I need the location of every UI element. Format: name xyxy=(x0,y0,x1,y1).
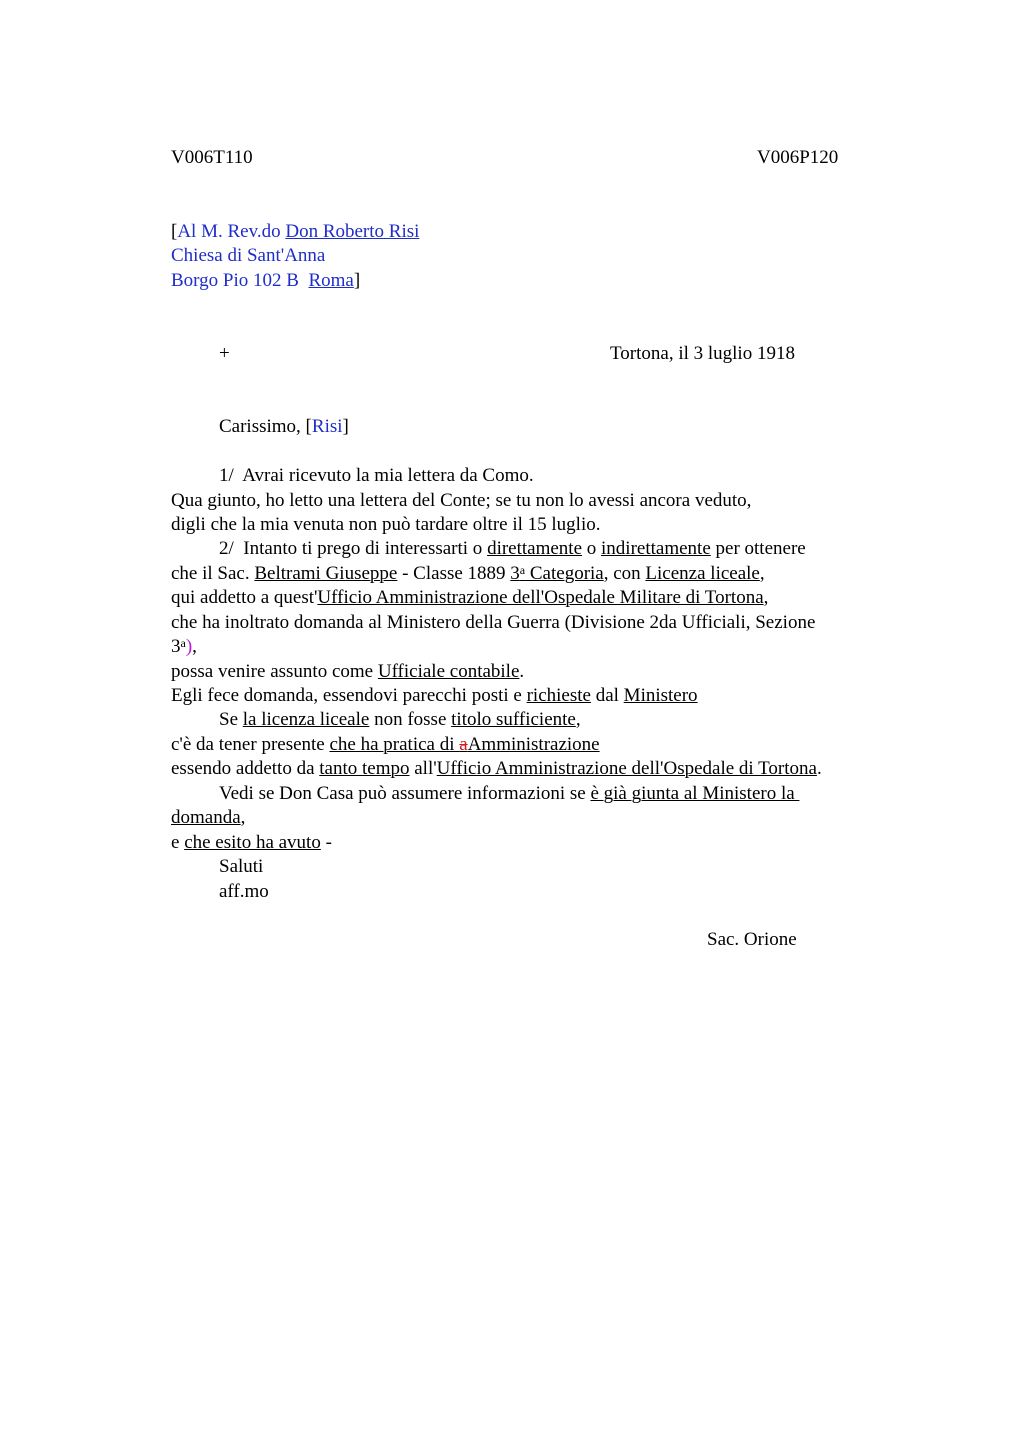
text-run: che ha pratica di xyxy=(329,734,460,755)
text-run: , xyxy=(240,807,246,828)
underlined-run: indirettamente xyxy=(601,538,711,559)
body-line-5 xyxy=(171,563,765,585)
underlined-run: Ufficiale contabile xyxy=(377,661,520,682)
underlined-run: direttamente xyxy=(487,538,583,559)
underlined-run: domanda xyxy=(171,807,241,828)
underlined-run: Ministero xyxy=(623,685,698,706)
superscript: a xyxy=(519,563,526,577)
text-run: possa venire assunto come xyxy=(171,661,378,682)
address-line-1 xyxy=(171,221,419,243)
address-street: Borgo Pio 102 B xyxy=(171,270,309,291)
body-line-8 xyxy=(171,636,197,658)
closing-affectionate: aff.mo xyxy=(219,881,269,902)
salutation-text: Carissimo, [ xyxy=(219,416,312,437)
salutation-name: Risi xyxy=(311,416,343,437)
text-run: 3 xyxy=(171,636,181,657)
underlined-run: richieste xyxy=(526,685,591,706)
deleted-run: a xyxy=(459,734,468,755)
text-run: e xyxy=(171,832,185,853)
category-underlined xyxy=(510,563,603,584)
text-run: Egli fece domanda, essendovi parecchi posti e xyxy=(171,685,527,706)
text-run: , xyxy=(575,709,581,730)
underlined-run: Beltrami Giuseppe xyxy=(254,563,398,584)
text-run: - Classe 1889 xyxy=(397,563,511,584)
body-line-16 xyxy=(171,832,332,854)
signature: Sac. Orione xyxy=(707,929,797,950)
body-line-7: che ha inoltrato domanda al Ministero della Guerra (Divisione 2da Ufficiali, Sezione xyxy=(171,612,816,633)
salutation xyxy=(219,416,349,438)
text-run: dal xyxy=(590,685,624,706)
text-run: , xyxy=(763,587,769,608)
body-line-6 xyxy=(171,587,768,609)
underlined-run: Licenza liceale xyxy=(645,563,760,584)
address-open-bracket: [ xyxy=(171,221,178,242)
underlined-run: tanto tempo xyxy=(319,758,410,779)
body-line-12 xyxy=(171,734,600,756)
text-run: . xyxy=(816,758,822,779)
text-run: . xyxy=(519,661,525,682)
text-run: - xyxy=(320,832,332,853)
text-run: essendo addetto da xyxy=(171,758,320,779)
text-run: o xyxy=(582,538,602,559)
body-line-15 xyxy=(171,807,245,829)
underlined-run: Ufficio Amministrazione dell'Ospedale Militare di Tortona xyxy=(317,587,764,608)
text-run: qui addetto a quest' xyxy=(171,587,318,608)
text-run: che il Sac. xyxy=(171,563,255,584)
address-line-3 xyxy=(171,270,360,292)
text-run: , con xyxy=(603,563,646,584)
underlined-run: che esito ha avuto xyxy=(184,832,321,853)
underlined-run: Ufficio Amministrazione dell'Ospedale di Tortona xyxy=(436,758,817,779)
body-line-14 xyxy=(219,783,799,805)
body-line-2: Qua giunto, ho letto una lettera del Conte; se tu non lo avessi ancora veduto, xyxy=(171,490,752,511)
text-run: 3 xyxy=(510,563,520,584)
underlined-run: titolo sufficiente xyxy=(451,709,576,730)
text-run: non fosse xyxy=(369,709,452,730)
superscript: a xyxy=(180,636,186,650)
body-line-13 xyxy=(171,758,822,780)
text-run: Categoria xyxy=(525,563,604,584)
body-line-10 xyxy=(171,685,698,707)
address-city: Roma xyxy=(308,270,354,291)
text-run: Se xyxy=(219,709,243,730)
salutation-close: ] xyxy=(342,416,349,437)
letter-date: Tortona, il 3 luglio 1918 xyxy=(610,343,795,364)
body-line-1: 1/ Avrai ricevuto la mia lettera da Como. xyxy=(219,465,534,486)
cross-symbol: + xyxy=(219,343,230,364)
document-code-left: V006T110 xyxy=(171,147,253,168)
text-run: 2/ Intanto ti prego di interessarti o xyxy=(219,538,488,559)
address-close-bracket: ] xyxy=(353,270,361,291)
body-line-11 xyxy=(219,709,581,731)
address-prefix: Al M. Rev.do xyxy=(177,221,286,242)
text-run: c'è da tener presente xyxy=(171,734,330,755)
text-run: per ottenere xyxy=(710,538,806,559)
text-run: , xyxy=(192,636,197,657)
inserted-run: ) xyxy=(185,636,193,657)
practice-underlined xyxy=(330,734,600,755)
text-run: Vedi se Don Casa può assumere informazioni se xyxy=(219,783,591,804)
underlined-run: la licenza liceale xyxy=(242,709,370,730)
body-line-9 xyxy=(171,661,524,683)
text-run: , xyxy=(759,563,765,584)
body-line-3: digli che la mia venuta non può tardare oltre il 15 luglio. xyxy=(171,514,601,535)
addressee-name: Don Roberto Risi xyxy=(285,221,420,242)
text-run: Amministrazione xyxy=(467,734,600,755)
closing-greeting: Saluti xyxy=(219,856,264,877)
body-line-4 xyxy=(219,538,806,560)
text-run: all' xyxy=(409,758,437,779)
document-code-right: V006P120 xyxy=(757,147,839,168)
underlined-run: è già giunta al Ministero la xyxy=(590,783,800,804)
address-line-2: Chiesa di Sant'Anna xyxy=(171,245,326,266)
